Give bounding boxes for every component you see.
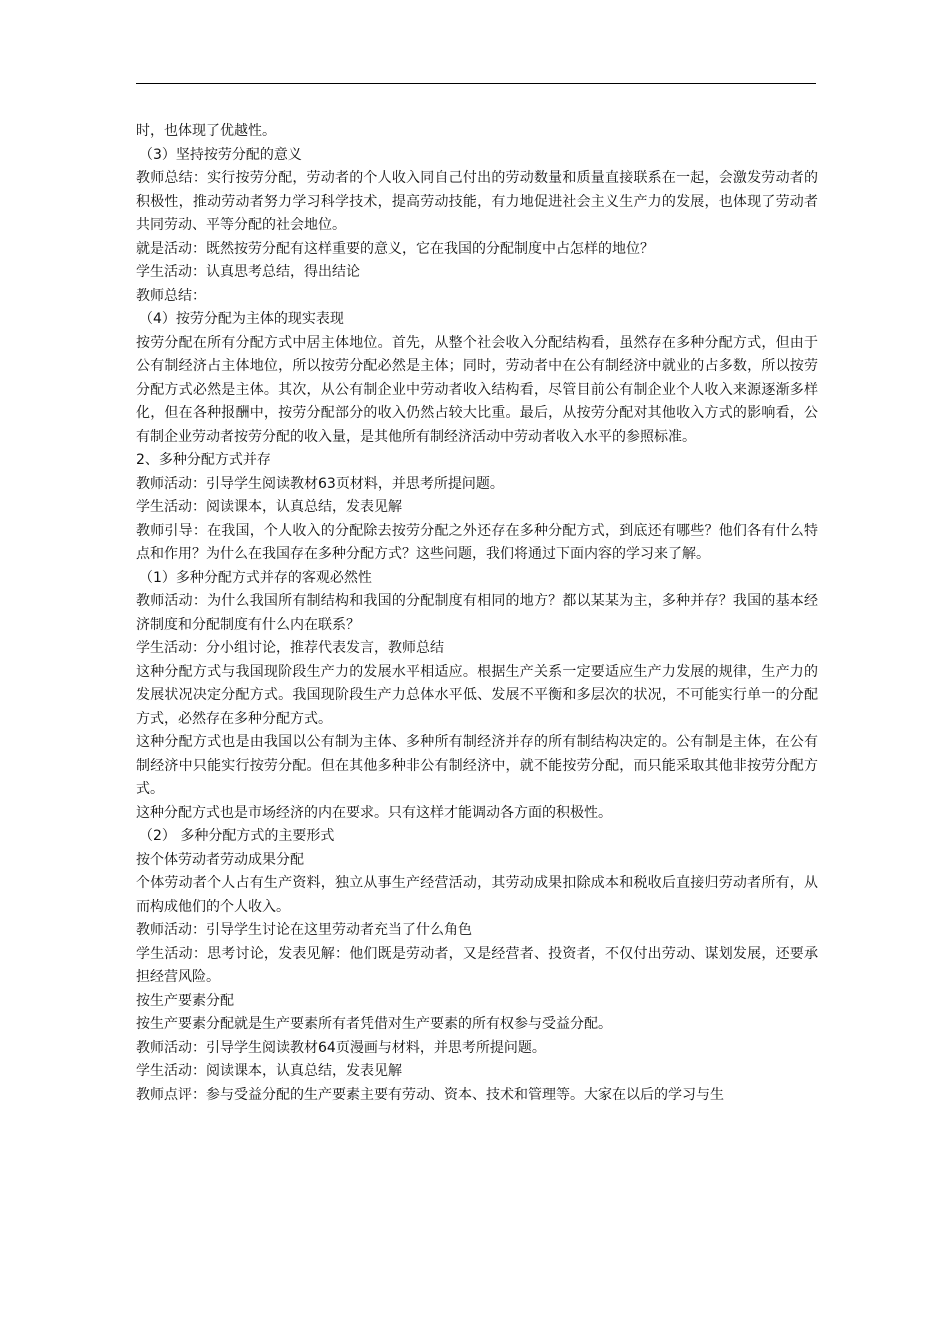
paragraph: 学生活动：认真思考总结，得出结论 — [136, 264, 360, 280]
section-heading: （3）坚持按劳分配的意义 — [139, 146, 302, 163]
paragraph: 教师活动：引导学生阅读教材64页漫画与材料，并思考所提问题。 — [136, 1039, 546, 1056]
section-heading: （4）按劳分配为主体的现实表现 — [139, 311, 344, 327]
paragraph: 这种分配方式也是市场经济的内在要求。只有这样才能调动各方面的积极性。 — [136, 804, 612, 821]
paragraph: 教师引导：在我国，个人收入的分配除去按劳分配之外还存在多种分配方式，到底还有哪些？他们各有什么特点和作用？为什么在我国存在多种分配方式？这些问题，我们将通过下面内容的学习来了解。 — [136, 522, 818, 562]
paragraph: 教师总结：实行按劳分配，劳动者的个人收入同自己付出的劳动数量和质量直接联系在一起，会激发劳动者的积极性，推动劳动者努力学习科学技术，提高劳动技能，有力地促进社会主义生产力的发展，也体现了劳动者共同劳动、平等分配的社会地位。 — [136, 170, 818, 233]
section-heading: （1）多种分配方式并存的客观必然性 — [139, 569, 372, 586]
paragraph: 教师总结： — [136, 287, 206, 304]
paragraph: 按生产要素分配 — [136, 992, 234, 1009]
paragraph: 按生产要素分配就是生产要素所有者凭借对生产要素的所有权参与受益分配。 — [136, 1016, 612, 1032]
document-body — [136, 120, 818, 1107]
paragraph: 教师活动：为什么我国所有制结构和我国的分配制度有相同的地方？都以某某为主，多种并存？我国的基本经济制度和分配制度有什么内在联系？ — [136, 593, 818, 633]
section-heading: 2、多种分配方式并存 — [136, 452, 271, 468]
section-heading: （2） 多种分配方式的主要形式 — [139, 828, 335, 844]
paragraph: 这种分配方式与我国现阶段生产力的发展水平相适应。根据生产关系一定要适应生产力发展的规律，生产力的发展状况决定分配方式。我国现阶段生产力总体水平低、发展不平衡和多层次的状况，不可能实行单一的分配方式，必然存在多种分配方式。 — [136, 663, 818, 727]
paragraph: 个体劳动者个人占有生产资料，独立从事生产经营活动，其劳动成果扣除成本和税收后直接归劳动者所有，从而构成他们的个人收入。 — [136, 875, 818, 915]
paragraph: 教师点评：参与受益分配的生产要素主要有劳动、资本、技术和管理等。大家在以后的学习与生 — [136, 1086, 724, 1103]
paragraph: 学生活动：思考讨论，发表见解：他们既是劳动者，又是经营者、投资者，不仅付出劳动、谋划发展，还要承担经营风险。 — [136, 945, 818, 985]
paragraph: 教师活动：引导学生阅读教材63页材料，并思考所提问题。 — [136, 475, 504, 492]
paragraph: 时，也体现了优越性。 — [136, 123, 276, 139]
paragraph: 就是活动：既然按劳分配有这样重要的意义，它在我国的分配制度中占怎样的地位？ — [136, 240, 654, 257]
paragraph: 按个体劳动者劳动成果分配 — [136, 851, 304, 868]
paragraph: 学生活动：分小组讨论，推荐代表发言，教师总结 — [136, 640, 444, 656]
paragraph: 学生活动：阅读课本，认真总结，发表见解 — [136, 499, 402, 515]
paragraph: 教师活动：引导学生讨论在这里劳动者充当了什么角色 — [136, 922, 472, 938]
paragraph: 学生活动：阅读课本，认真总结，发表见解 — [136, 1063, 402, 1079]
paragraph: 这种分配方式也是由我国以公有制为主体、多种所有制经济并存的所有制结构决定的。公有制是主体，在公有制经济中只能实行按劳分配。但在其他多种非公有制经济中，就不能按劳分配，而只能采取其他非按劳分配方式。 — [136, 734, 818, 797]
paragraph: 按劳分配在所有分配方式中居主体地位。首先，从整个社会收入分配结构看，虽然存在多种分配方式，但由于公有制经济占主体地位，所以按劳分配必然是主体；同时，劳动者中在公有制经济中就业的占多数，所以按劳分配方式必然是主体。其次，从公有制企业中劳动者收入结构看，尽管目前公有制企业个人收入来源逐渐多样化，但在各种报酬中，按劳分配部分的收入仍然占较大比重。最后，从按劳分配对其他收入方式的影响看，公有制企业劳动者按劳分配的收入量，是其他所有制经济活动中劳动者收入水平的参照标准。 — [136, 334, 818, 445]
header-rule — [136, 83, 816, 84]
